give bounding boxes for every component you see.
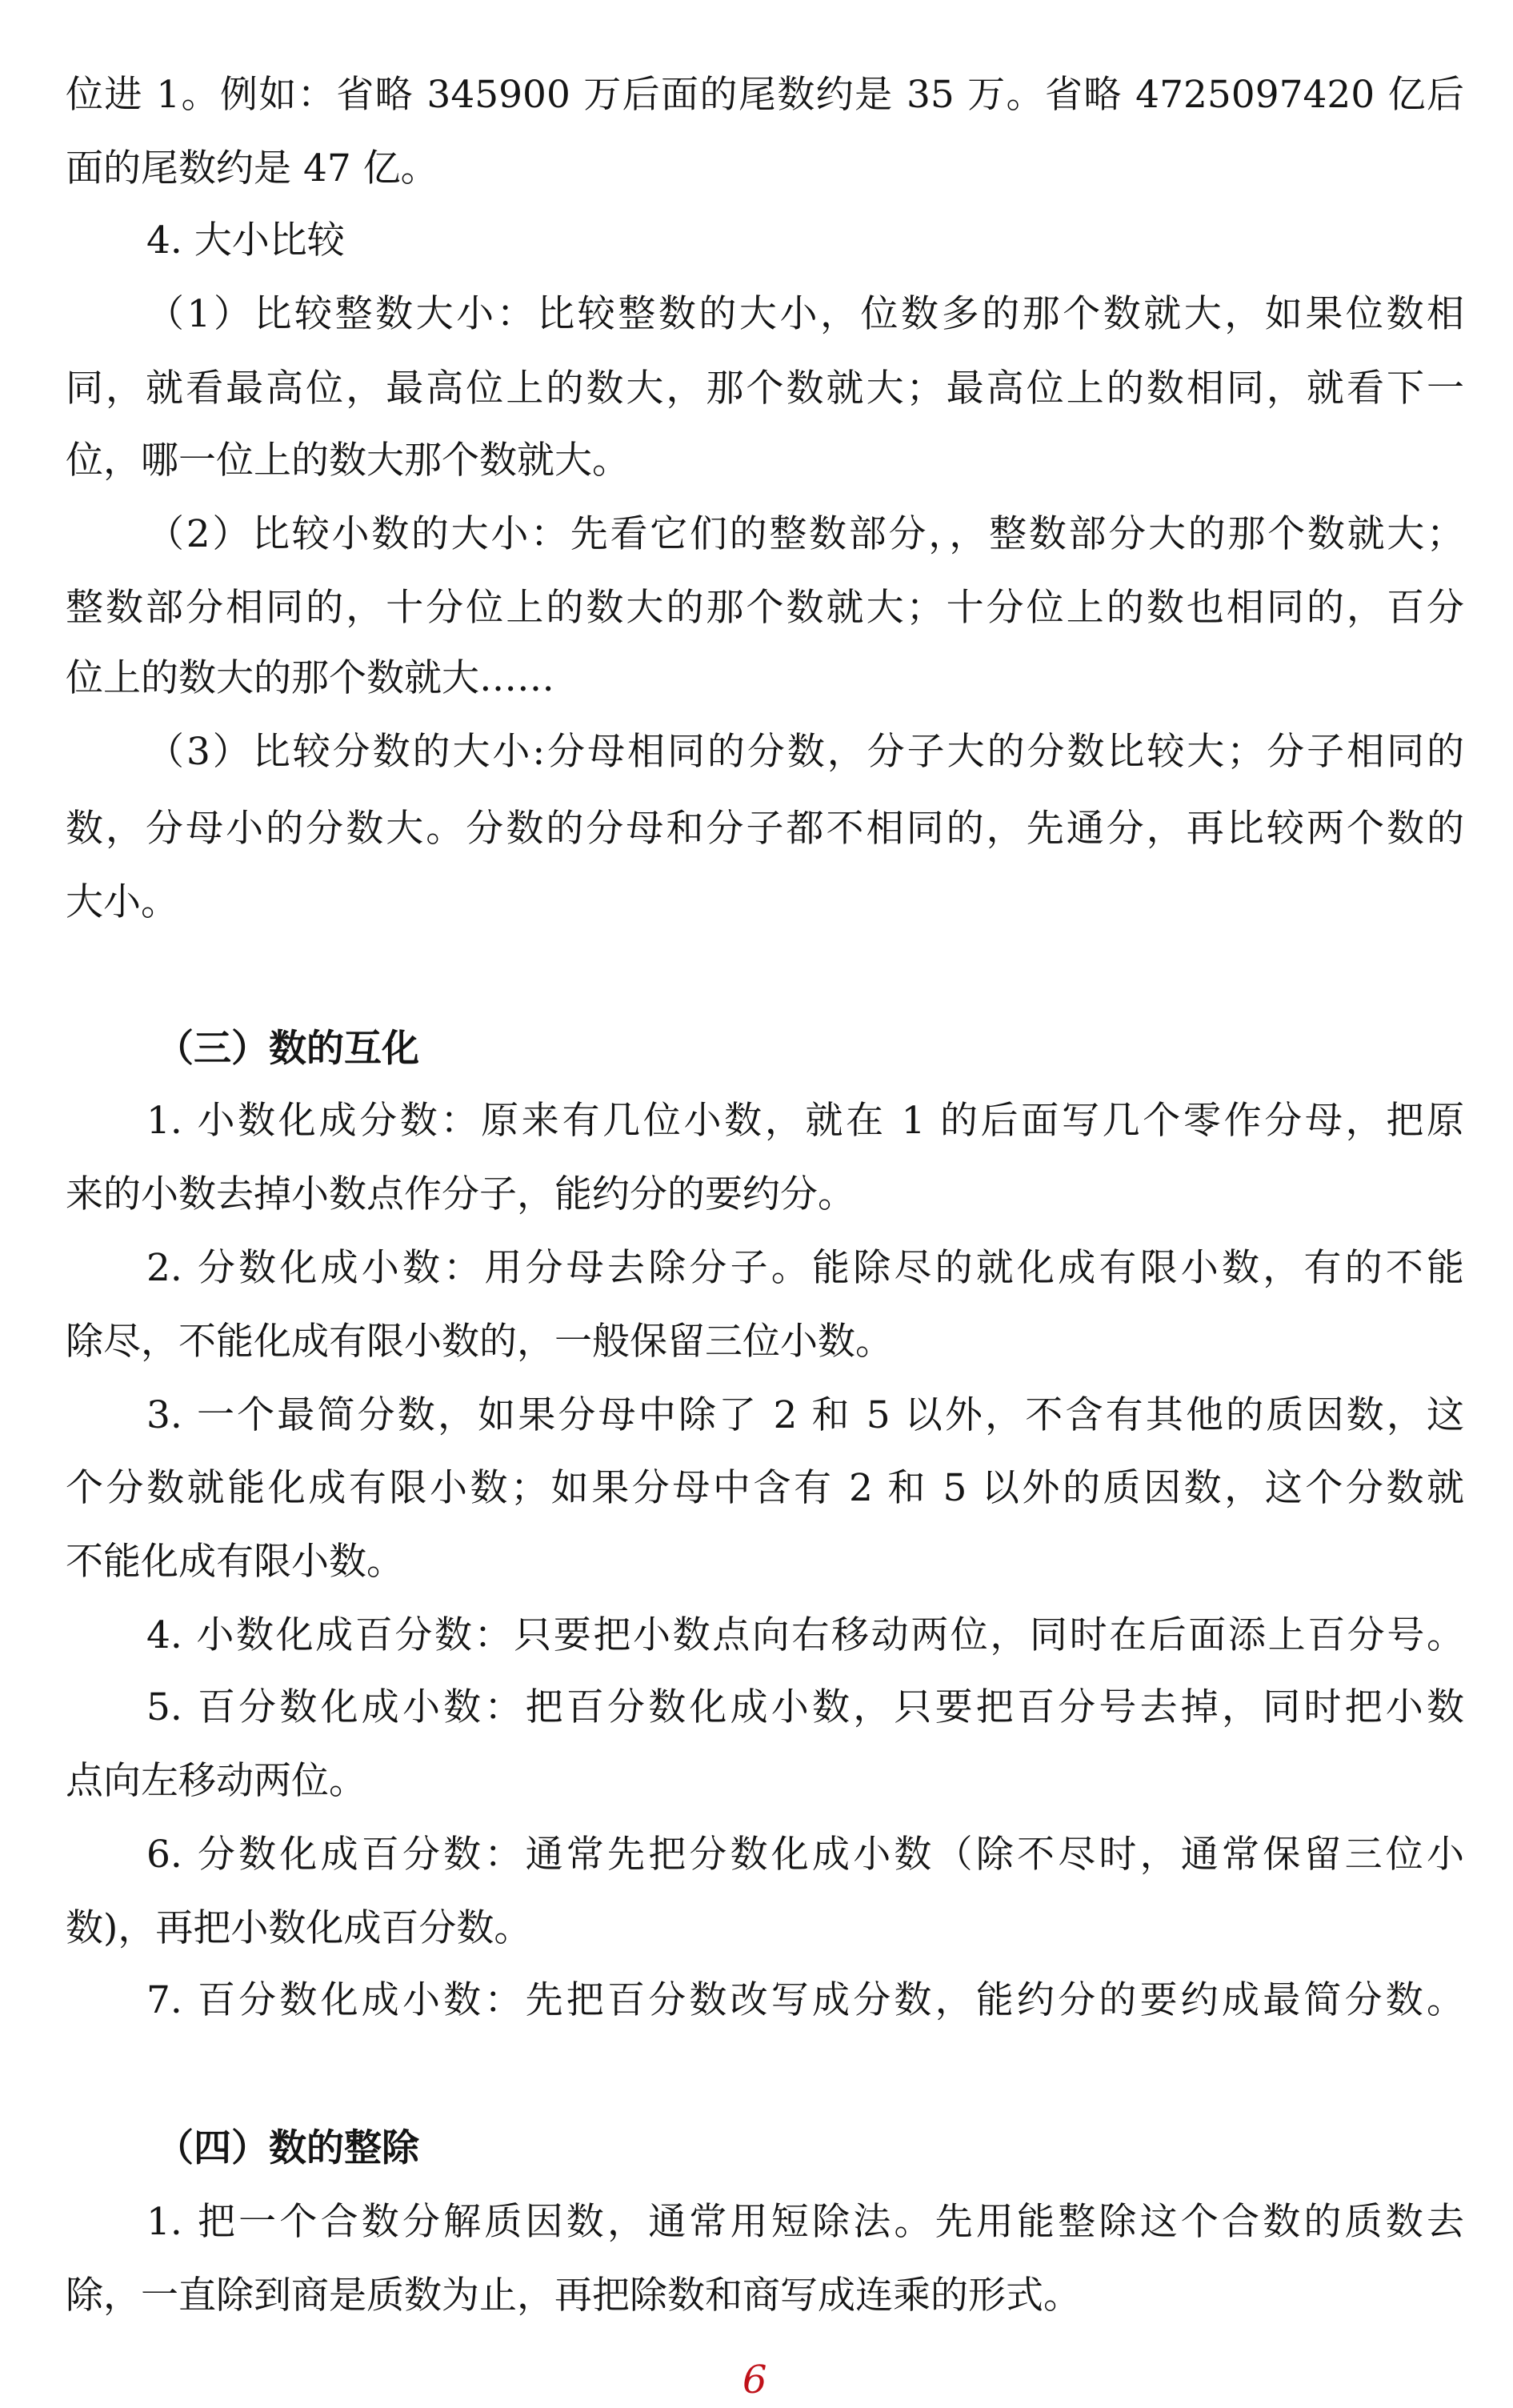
text-line: 6. 分数化成百分数：通常先把分数化成小数（除不尽时，通常保留三位小 bbox=[146, 1833, 1464, 1877]
text-line: 面的尾数约是 47 亿。 bbox=[66, 146, 438, 190]
text-line: 位进 1。例如：省略 345900 万后面的尾数约是 35 万。省略 4725097420 亿后 bbox=[66, 73, 1464, 117]
text-line: 点向左移动两位。 bbox=[66, 1759, 366, 1803]
text-line: （3）比较分数的大小:分母相同的分数，分子大的分数比较大；分子相同的 bbox=[146, 730, 1464, 774]
text-line: 7. 百分数化成小数：先把百分数改写成分数，能约分的要约成最简分数。 bbox=[146, 1978, 1464, 2022]
text-line: 除尽，不能化成有限小数的，一般保留三位小数。 bbox=[66, 1320, 893, 1364]
handwritten-page-number: 6 bbox=[742, 2358, 767, 2402]
text-line: 位，哪一位上的数大那个数就大。 bbox=[66, 439, 630, 483]
text-line: 2. 分数化成小数：用分母去除分子。能除尽的就化成有限小数，有的不能 bbox=[146, 1246, 1464, 1290]
section-heading: （三）数的互化 bbox=[156, 1027, 419, 1071]
section-heading: （四）数的整除 bbox=[156, 2126, 419, 2170]
text-line: 4. 小数化成百分数：只要把小数点向右移动两位，同时在后面添上百分号。 bbox=[146, 1613, 1464, 1657]
text-line: 5. 百分数化成小数：把百分数化成小数，只要把百分号去掉，同时把小数 bbox=[146, 1685, 1464, 1729]
text-line: 不能化成有限小数。 bbox=[66, 1540, 404, 1584]
text-line: 3. 一个最简分数，如果分母中除了 2 和 5 以外，不含有其他的质因数，这 bbox=[146, 1393, 1464, 1437]
text-line: 同，就看最高位，最高位上的数大，那个数就大；最高位上的数相同，就看下一 bbox=[66, 367, 1464, 411]
text-line: （2）比较小数的大小：先看它们的整数部分，，整数部分大的那个数就大； bbox=[146, 512, 1464, 556]
text-line: 1. 把一个合数分解质因数，通常用短除法。先用能整除这个合数的质数去 bbox=[146, 2200, 1464, 2244]
text-line: 位上的数大的那个数就大…… bbox=[66, 656, 554, 700]
text-line: 整数部分相同的，十分位上的数大的那个数就大；十分位上的数也相同的，百分 bbox=[66, 586, 1464, 630]
text-line: 数)，再把小数化成百分数。 bbox=[66, 1906, 532, 1950]
text-line: 数，分母小的分数大。分数的分母和分子都不相同的，先通分，再比较两个数的 bbox=[66, 807, 1464, 851]
text-line: 来的小数去掉小数点作分子，能约分的要约分。 bbox=[66, 1172, 855, 1216]
text-line: 除，一直除到商是质数为止，再把除数和商写成连乘的形式。 bbox=[66, 2274, 1081, 2318]
text-line: （1）比较整数大小：比较整数的大小，位数多的那个数就大，如果位数相 bbox=[146, 292, 1464, 336]
subsection-heading: 4. 大小比较 bbox=[146, 218, 345, 262]
text-line: 个分数就能化成有限小数；如果分母中含有 2 和 5 以外的质因数，这个分数就 bbox=[66, 1466, 1464, 1510]
text-line: 大小。 bbox=[66, 880, 178, 924]
text-line: 1. 小数化成分数：原来有几位小数，就在 1 的后面写几个零作分母，把原 bbox=[146, 1099, 1464, 1143]
